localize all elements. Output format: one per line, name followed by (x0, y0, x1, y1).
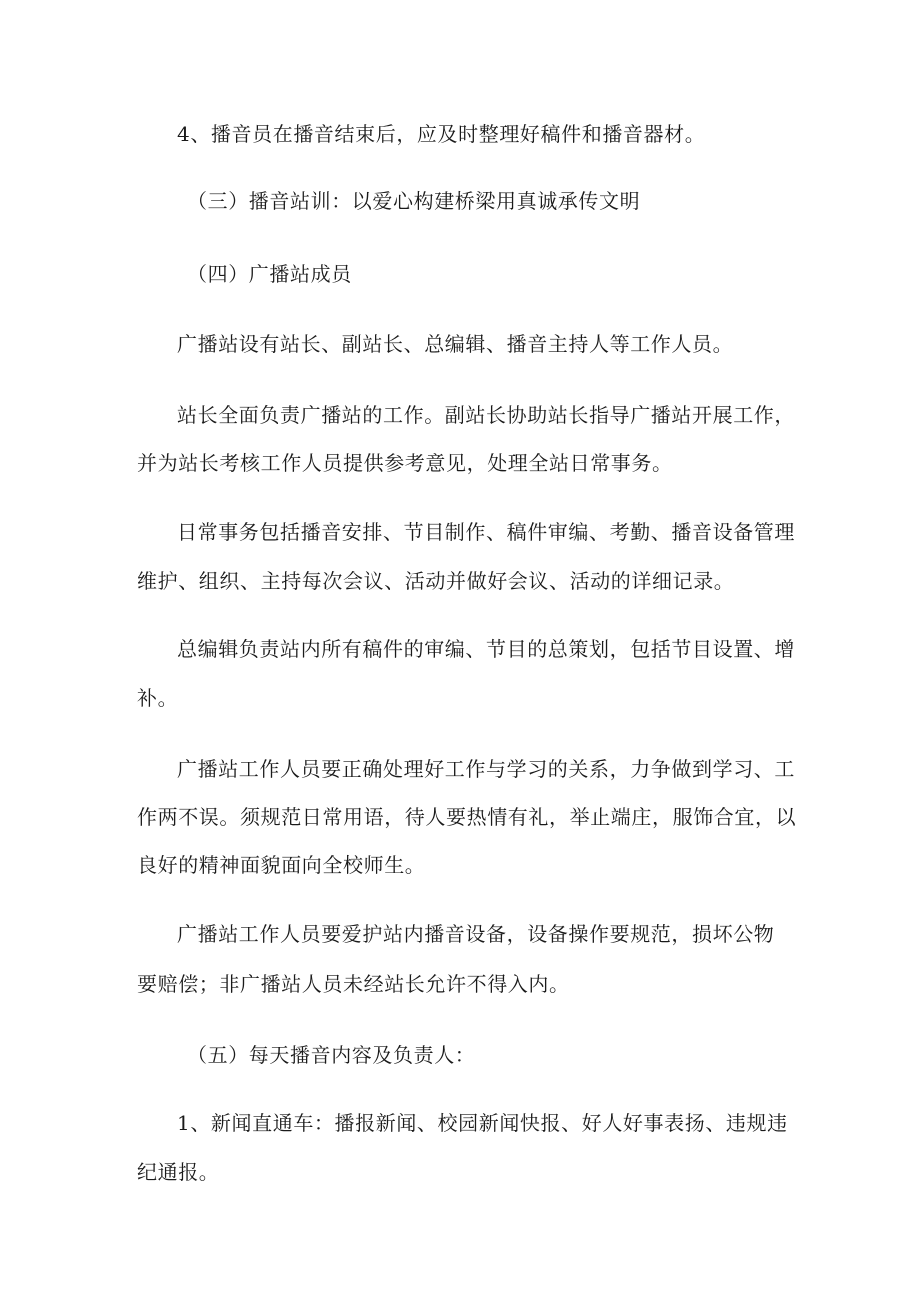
section-heading-daily-content: （五）每天播音内容及负责人： (187, 1043, 476, 1067)
paragraph-staff-conduct-line-2: 作两不误。须规范日常用语，待人要热情有礼，举止端庄，服饰合宜，以 (137, 805, 797, 829)
paragraph-staff-conduct-line-3: 良好的精神面貌面向全校师生。 (137, 853, 426, 877)
paragraph-editor-duty-line-1: 总编辑负责站内所有稿件的审编、节目的总策划，包括节目设置、增 (177, 637, 795, 661)
paragraph-staff-conduct-line-1: 广播站工作人员要正确处理好工作与学习的关系，力争做到学习、工 (177, 757, 795, 781)
paragraph-director-duty-line-1: 站长全面负责广播站的工作。副站长协助站长指导广播站开展工作， (177, 403, 795, 427)
section-heading-motto: （三）播音站训：以爱心构建桥梁用真诚承传文明 (187, 189, 641, 213)
paragraph-staff-intro: 广播站设有站长、副站长、总编辑、播音主持人等工作人员。 (177, 332, 734, 356)
paragraph-daily-affairs-line-2: 维护、组织、主持每次会议、活动并做好会议、活动的详细记录。 (137, 569, 735, 593)
paragraph-news-line-2: 纪通报。 (137, 1160, 220, 1184)
paragraph-equipment-line-2: 要赔偿；非广播站人员未经站长允许不得入内。 (137, 972, 570, 996)
paragraph-director-duty-line-2: 并为站长考核工作人员提供参考意见，处理全站日常事务。 (137, 451, 673, 475)
paragraph-equipment-line-1: 广播站工作人员要爱护站内播音设备，设备操作要规范，损坏公物 (177, 922, 775, 946)
paragraph-item-4: 4、播音员在播音结束后，应及时整理好稿件和播音器材。 (177, 122, 706, 146)
section-heading-members: （四）广播站成员 (187, 262, 352, 286)
paragraph-daily-affairs-line-1: 日常事务包括播音安排、节目制作、稿件审编、考勤、播音设备管理 (177, 520, 795, 544)
paragraph-news-line-1: 1、新闻直通车：播报新闻、校园新闻快报、好人好事表扬、违规违 (177, 1111, 788, 1135)
paragraph-editor-duty-line-2: 补。 (137, 686, 179, 710)
